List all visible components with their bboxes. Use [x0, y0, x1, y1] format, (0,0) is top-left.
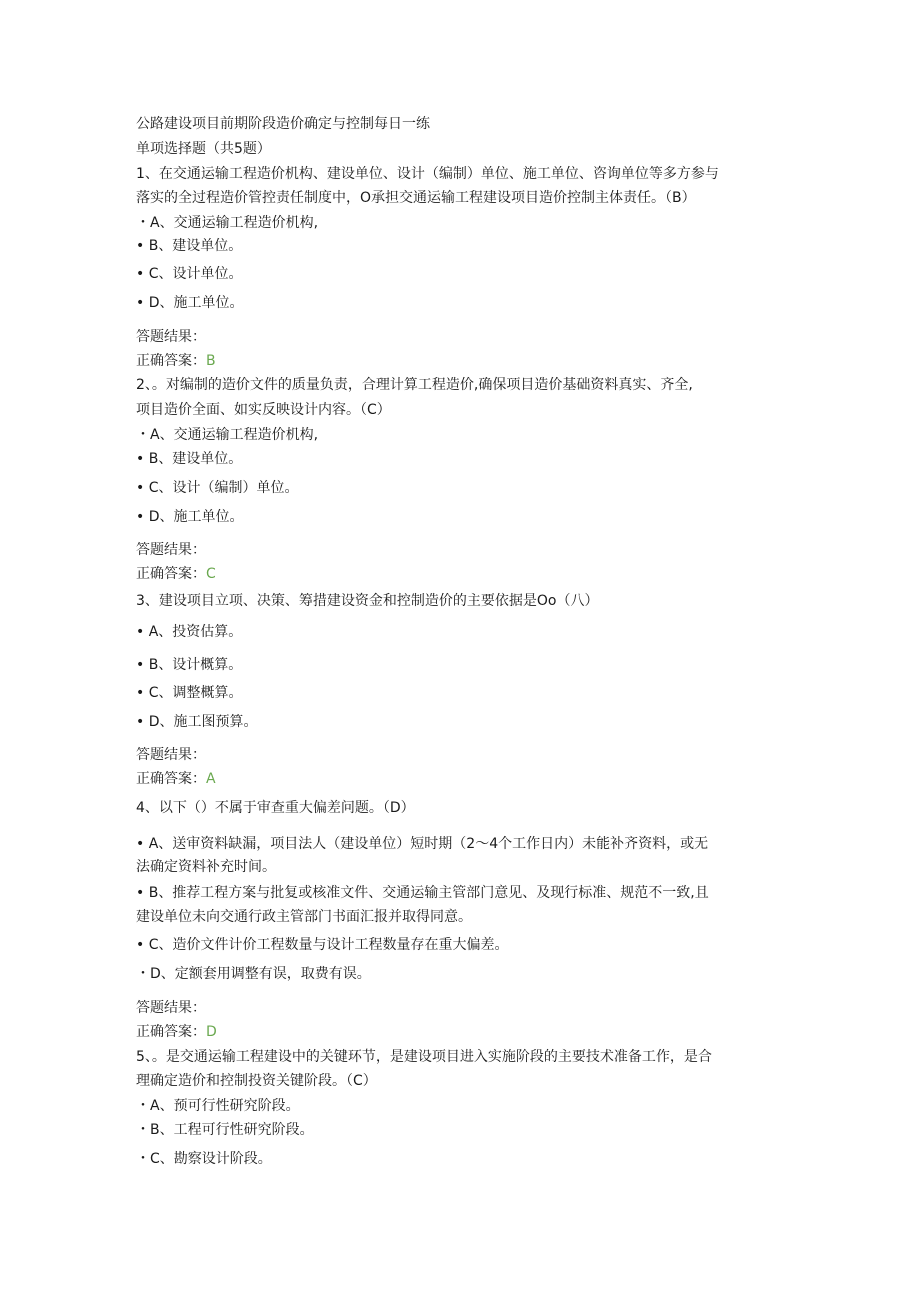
question-3-answer: [136, 769, 216, 789]
question-5-stem-line-1: 5、。是交通运输工程建设中的关键环节，是建设项目进入实施阶段的主要技术准备工作，是合: [136, 1049, 712, 1065]
question-1-option-d: • D、施工单位。: [136, 295, 244, 311]
answer-value: A: [206, 771, 216, 787]
question-3-option-a: • A、投资估算。: [136, 624, 243, 640]
answer-label: 正确答案：: [136, 1024, 206, 1040]
answer-label: 正确答案：: [136, 353, 206, 369]
answer-value: C: [206, 566, 216, 582]
question-2-option-b: • B、建设单位。: [136, 451, 243, 467]
question-2-option-d: • D、施工单位。: [136, 509, 244, 525]
question-4-option-d: ・D、定额套用调整有误，取费有误。: [136, 966, 371, 982]
question-4-answer: [136, 1022, 217, 1042]
question-2-result-label: 答题结果：: [136, 542, 206, 558]
question-2-stem-line-2: 项目造价全面、如实反映设计内容。（C）: [136, 402, 391, 418]
question-1-answer: [136, 351, 216, 371]
question-2-stem-line-1: 2、。对编制的造价文件的质量负责，合理计算工程造价,确保项目造价基础资料真实、齐全,: [136, 377, 693, 393]
question-3-option-d: • D、施工图预算。: [136, 714, 258, 730]
question-1-stem-line-2: 落实的全过程造价管控责任制度中，O承担交通运输工程建设项目造价控制主体责任。（B）: [136, 190, 696, 206]
answer-label: 正确答案：: [136, 771, 206, 787]
question-4-option-c: • C、造价文件计价工程数量与设计工程数量存在重大偏差。: [136, 937, 509, 953]
section-heading: 单项选择题（共5题）: [136, 141, 271, 157]
question-3-stem-line-1: 3、建设项目立项、决策、筹措建设资金和控制造价的主要依据是Oo（八）: [136, 593, 599, 609]
question-2-answer: [136, 564, 216, 584]
answer-value: D: [206, 1024, 217, 1040]
question-1-stem-line-1: 1、在交通运输工程造价机构、建设单位、设计（编制）单位、施工单位、咨询单位等多方参与: [136, 166, 719, 182]
document-title: 公路建设项目前期阶段造价确定与控制每日一练: [136, 116, 430, 132]
question-5-option-c: ・C、勘察设计阶段。: [136, 1151, 272, 1167]
question-2-option-c: • C、设计（编制）单位。: [136, 480, 299, 496]
answer-label: 正确答案：: [136, 566, 206, 582]
question-5-option-a: ・A、预可行性研究阶段。: [136, 1098, 300, 1114]
question-1-option-a: ・A、交通运输工程造价机构,: [136, 215, 319, 231]
question-4-stem-line-1: 4、以下（）不属于审查重大偏差问题。（D）: [136, 800, 415, 816]
question-4-option-b-line-1: • B、推荐工程方案与批复或核准文件、交通运输主管部门意见、及现行标准、规范不一致,且: [136, 885, 709, 901]
question-1-result-label: 答题结果：: [136, 329, 206, 345]
question-3-result-label: 答题结果：: [136, 747, 206, 763]
question-4-option-b-line-2: 建设单位未向交通行政主管部门书面汇报并取得同意。: [136, 909, 472, 925]
question-2-option-a: ・A、交通运输工程造价机构,: [136, 427, 319, 443]
question-5-option-b: ・B、工程可行性研究阶段。: [136, 1122, 314, 1138]
question-1-option-b: • B、建设单位。: [136, 238, 243, 254]
question-4-option-a-line-1: • A、送审资料缺漏，项目法人（建设单位）短时期（2～4个工作日内）未能补齐资料，或无: [136, 836, 709, 852]
answer-value: B: [206, 353, 216, 369]
question-4-result-label: 答题结果：: [136, 1000, 206, 1016]
question-1-option-c: • C、设计单位。: [136, 266, 243, 282]
question-5-stem-line-2: 理确定造价和控制投资关键阶段。（C）: [136, 1073, 377, 1089]
question-4-option-a-line-2: 法确定资料补充时间。: [136, 859, 276, 875]
question-3-option-c: • C、调整概算。: [136, 685, 243, 701]
question-3-option-b: • B、设计概算。: [136, 657, 243, 673]
